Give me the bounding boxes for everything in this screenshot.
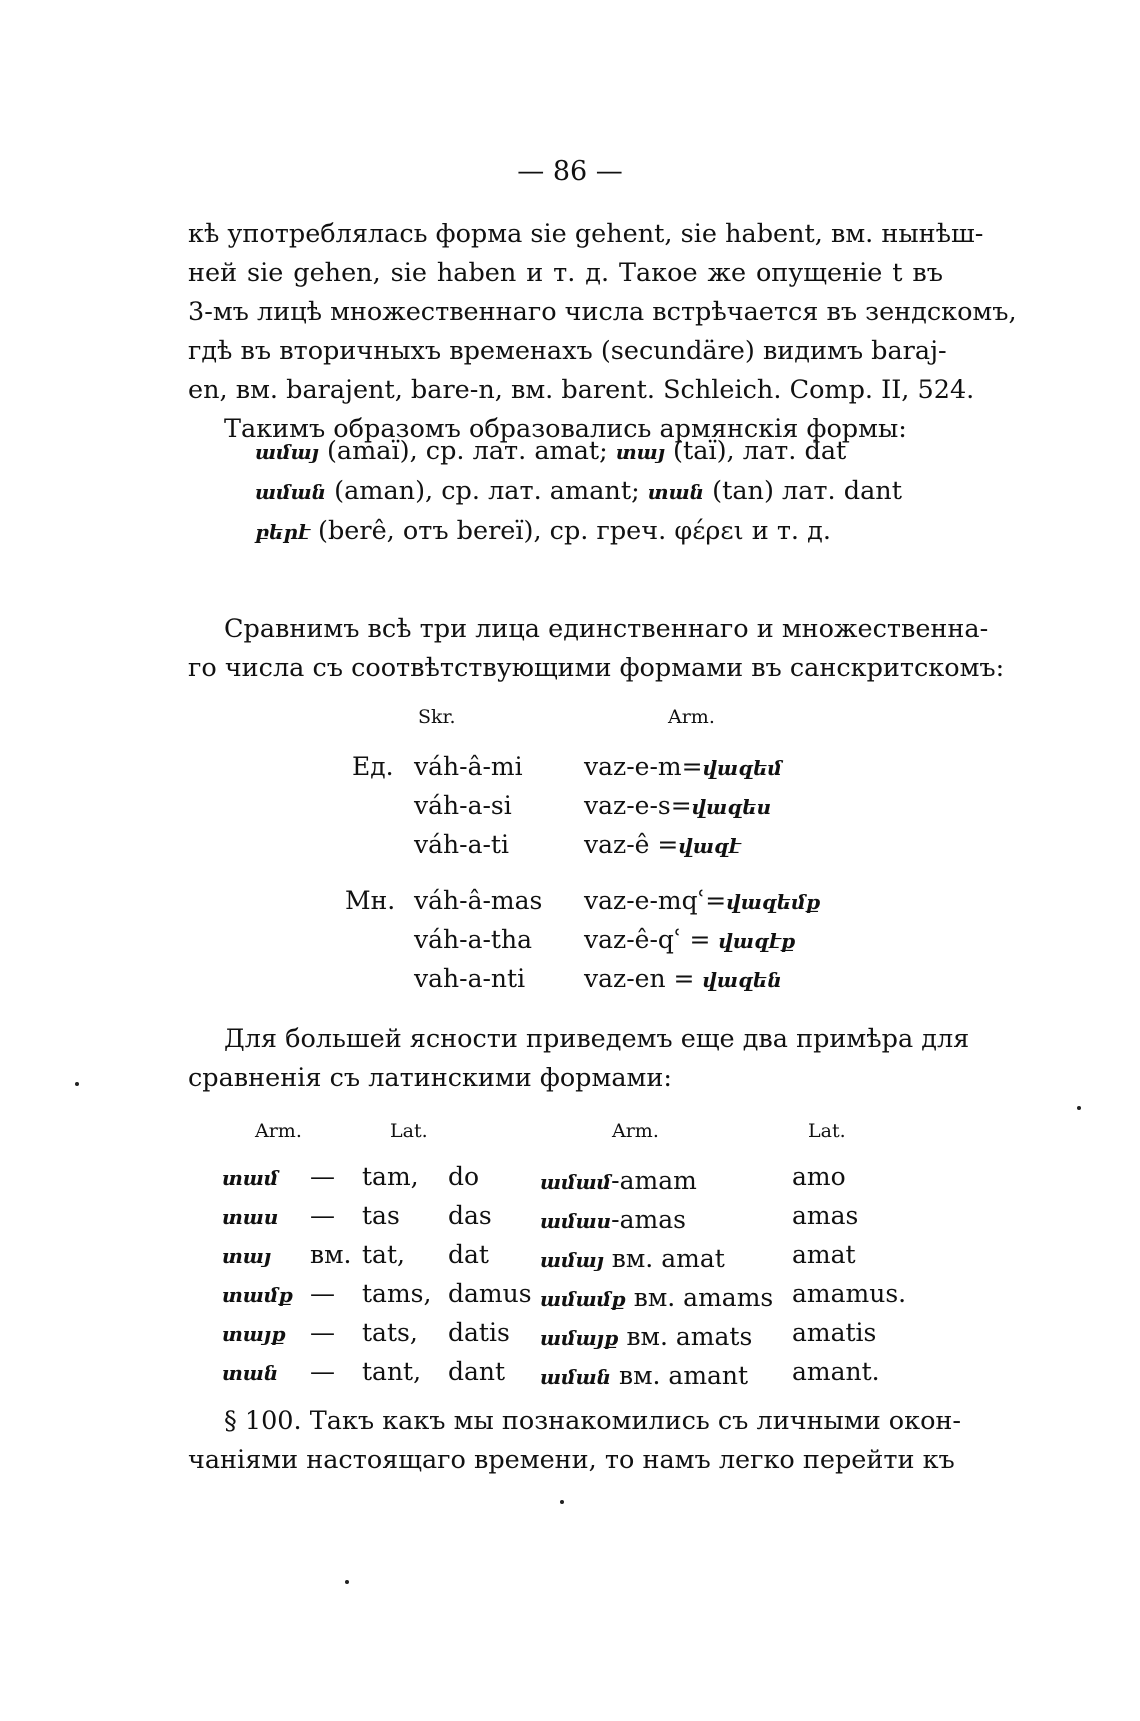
armenian-word: տամ	[222, 1166, 279, 1190]
skr-form: váh-â-mas	[414, 886, 543, 915]
scan-speck	[75, 1082, 79, 1086]
page-number: — 86 —	[517, 156, 623, 187]
arm-form: vaz-e-mqʿ	[584, 886, 706, 915]
table-row	[0, 1279, 1140, 1315]
paragraph-1-line: гдѣ въ вторичныхъ временахъ (secundäre) видимъ baraj-	[188, 336, 947, 366]
lat-form: tas	[362, 1201, 400, 1230]
lat-equivalent: amant.	[792, 1357, 880, 1386]
arm-translit: вм. amats	[618, 1322, 753, 1351]
armenian-word: ամայք вм. amats	[540, 1322, 753, 1351]
paragraph-1	[188, 215, 1017, 449]
paragraph-1-line: кѣ употреблялась форма sie gehent, sie habent, вм. нынѣш-	[188, 219, 984, 249]
separator: вм.	[310, 1240, 352, 1269]
table-row	[0, 1357, 1140, 1393]
lat-equivalent: amatis	[792, 1318, 877, 1347]
lat-form-2: dant	[448, 1357, 506, 1386]
example-text: (berê, отъ bereï), ср. греч. φέρει и т. д.	[309, 516, 831, 546]
example-line	[255, 432, 902, 472]
lat-equivalent: amat	[792, 1240, 856, 1269]
lat-form-2: do	[448, 1162, 480, 1191]
lat-form: tam,	[362, 1162, 419, 1191]
paragraph-3-line: Для большей ясности приведемъ еще два примѣра для	[224, 1024, 970, 1054]
examples-block	[255, 432, 902, 552]
number-label: Ед.	[352, 752, 394, 781]
lat-equivalent: amo	[792, 1162, 846, 1191]
table-row	[0, 1240, 1140, 1276]
table-row	[352, 830, 741, 868]
armenian-word: ամաս-amas	[540, 1205, 686, 1234]
equals-sign: =	[665, 964, 703, 993]
example-text: (taï), лат. dat	[664, 436, 847, 466]
lat-form: tat,	[362, 1240, 405, 1269]
lat-form: tams,	[362, 1279, 432, 1308]
example-text: (amaï), ср. лат. amat;	[318, 436, 616, 466]
table-row	[352, 752, 782, 790]
arm-translit: вм. amant	[611, 1361, 749, 1390]
arm-form: vaz-e-s	[584, 791, 671, 820]
paragraph-1-line: ней sie gehen, sie haben и т. д. Такое же опущеніе t въ	[188, 258, 943, 288]
skr-form: váh-a-tha	[414, 925, 532, 954]
equals-sign: =	[681, 752, 703, 781]
skr-form: váh-a-si	[414, 791, 512, 820]
arm-form: vaz-e-m	[584, 752, 682, 781]
scan-speck	[1077, 1106, 1081, 1110]
lat-equivalent: amas	[792, 1201, 859, 1230]
scan-speck	[345, 1580, 349, 1584]
table-row	[352, 925, 795, 963]
lat-form-2: damus	[448, 1279, 532, 1308]
lat-form: tant,	[362, 1357, 422, 1386]
armenian-word: վազեմ	[702, 756, 783, 780]
armenian-word: բերէ	[255, 520, 310, 544]
armenian-word: տայ	[222, 1244, 272, 1268]
example-line	[255, 472, 902, 512]
number-label: Мн.	[345, 886, 396, 915]
arm-translit: вм. amams	[625, 1283, 774, 1312]
equals-sign: =	[705, 886, 727, 915]
equals-sign: =	[670, 791, 692, 820]
armenian-word: ամամք вм. amams	[540, 1283, 774, 1312]
equals-sign: =	[649, 830, 679, 859]
armenian-word: ամամ-amam	[540, 1166, 697, 1195]
separator: —	[310, 1357, 335, 1386]
paragraph-2	[188, 610, 1005, 688]
armenian-word: վազես	[691, 795, 772, 819]
armenian-word: վազեն	[702, 968, 782, 992]
column-header-skr: Skr.	[418, 706, 456, 728]
table-row	[345, 886, 820, 924]
table-row	[352, 964, 782, 1002]
skr-form: váh-a-ti	[414, 830, 509, 859]
column-header-arm: Arm.	[668, 706, 715, 728]
armenian-word: տամք	[222, 1283, 294, 1307]
armenian-word: տան	[647, 480, 705, 504]
table-row	[0, 1162, 1140, 1198]
arm-form: vaz-en	[584, 964, 666, 993]
armenian-word: տայք	[222, 1322, 286, 1346]
arm-form: vaz-ê	[584, 830, 650, 859]
separator: —	[310, 1279, 335, 1308]
lat-form-2: das	[448, 1201, 492, 1230]
armenian-word: տաս	[222, 1205, 279, 1229]
column-header-arm: Arm.	[612, 1120, 659, 1142]
armenian-word: վազէ	[678, 834, 741, 858]
armenian-word: տան	[222, 1361, 279, 1385]
table-row	[0, 1318, 1140, 1354]
skr-form: vah-a-nti	[414, 964, 526, 993]
armenian-word: տայ	[615, 440, 665, 464]
paragraph-1-line: Такимъ образомъ образовались армянскія формы:	[224, 414, 907, 444]
example-text: (aman), ср. лат. amant;	[326, 476, 648, 506]
example-text: (tan) лат. dant	[704, 476, 902, 506]
column-header-lat: Lat.	[390, 1120, 428, 1142]
scan-speck	[560, 1500, 564, 1504]
arm-translit: -amas	[611, 1205, 686, 1234]
paragraph-1-line: en, вм. barajent, bare-n, вм. barent. Schleich. Comp. II, 524.	[188, 375, 975, 405]
column-header-arm: Arm.	[255, 1120, 302, 1142]
separator: —	[310, 1162, 335, 1191]
arm-translit: -amam	[611, 1166, 697, 1195]
armenian-word: ամայ	[255, 440, 319, 464]
lat-form: tats,	[362, 1318, 418, 1347]
paragraph-2-line: Сравнимъ всѣ три лица единственнаго и множественна-	[224, 614, 989, 644]
arm-form: vaz-ê-qʿ	[584, 925, 682, 954]
lat-equivalent: amamus.	[792, 1279, 907, 1308]
example-line	[255, 512, 902, 552]
paragraph-1-line: 3-мъ лицѣ множественнаго числа встрѣчается въ зендскомъ,	[188, 297, 1017, 327]
equals-sign: =	[681, 925, 719, 954]
table-row	[0, 1201, 1140, 1237]
armenian-word: աման вм. amant	[540, 1361, 749, 1390]
separator: —	[310, 1201, 335, 1230]
armenian-word: ամայ вм. amat	[540, 1244, 725, 1273]
paragraph-4	[188, 1402, 962, 1480]
paragraph-3	[188, 1020, 970, 1098]
armenian-word: աման	[255, 480, 327, 504]
armenian-word: վազէք	[718, 929, 796, 953]
separator: —	[310, 1318, 335, 1347]
armenian-word: վազեմք	[726, 890, 821, 914]
lat-form-2: datis	[448, 1318, 510, 1347]
skr-form: váh-â-mi	[414, 752, 523, 781]
paragraph-4-line: чаніями настоящаго времени, то намъ легко перейти къ	[188, 1445, 955, 1475]
column-header-lat: Lat.	[808, 1120, 846, 1142]
paragraph-3-line: сравненія съ латинскими формами:	[188, 1063, 672, 1093]
lat-form-2: dat	[448, 1240, 489, 1269]
paragraph-4-line: § 100. Такъ какъ мы познакомились съ личными окон-	[224, 1406, 962, 1436]
paragraph-2-line: го числа съ соотвѣтствующими формами въ санскритскомъ:	[188, 653, 1005, 683]
arm-translit: вм. amat	[603, 1244, 725, 1273]
table-row	[352, 791, 771, 829]
